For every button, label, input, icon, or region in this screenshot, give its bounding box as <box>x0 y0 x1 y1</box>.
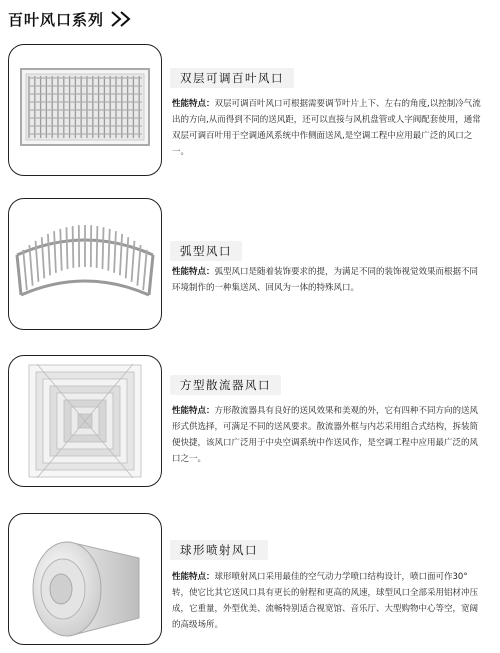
product-description <box>172 264 482 296</box>
feature-text: 方形散流器具有良好的送风效果和美观的外，它有四种不同方向的送风形式供选择，可满足不同的送风要求。散流器外框与内芯采用组合式结构，拆装简便快捷，该风口广泛用于中央空调系统中作送风作，是空调工程中应用最广泛的风口之一。 <box>172 406 478 464</box>
product-name: 双层可调百叶风口 <box>170 68 294 88</box>
product-image-frame <box>8 44 162 176</box>
product-image-frame <box>8 513 162 645</box>
product-image-frame <box>8 355 162 487</box>
product-name: 球形喷射风口 <box>170 540 268 560</box>
product-description <box>172 403 482 467</box>
arc-vent-image <box>9 199 161 329</box>
product-double-louver <box>0 44 500 184</box>
feature-label: 性能特点： <box>172 406 215 416</box>
feature-label: 性能特点： <box>172 99 215 109</box>
product-description <box>172 96 482 160</box>
feature-label: 性能特点： <box>172 267 215 277</box>
product-description <box>172 569 482 633</box>
product-ball-jet <box>0 513 500 653</box>
product-square-diffuser <box>0 355 500 495</box>
feature-text: 弧型风口是随着装饰要求的提，为满足不同的装饰视觉效果而根据不同环境制作的一种集送风、回风为一体的特殊风口。 <box>172 267 478 293</box>
section-header <box>8 6 134 32</box>
feature-text: 双层可调百叶风口可根据需要调节叶片上下、左右的角度,以控制冷气流出的方向,从而得到不同的送风距，还可以直接与风机盘管或人字阀配套使用，通常双层可调百叶用于空调通风系统中作侧面送风,是空调工程中应用最广泛的风口之一。 <box>172 99 481 157</box>
ball-jet-nozzle-image <box>9 514 161 644</box>
product-image-frame <box>8 198 162 330</box>
double-louver-grille-image <box>9 45 161 175</box>
square-diffuser-image <box>9 356 161 486</box>
product-arc-vent <box>0 198 500 338</box>
product-name: 弧型风口 <box>170 241 242 261</box>
double-chevron-right-icon <box>110 10 134 28</box>
feature-text: 球形喷射风口采用最佳的空气动力学喷口结构设计，喷口面可作30°转，使它比其它送风口具有更长的射程和更高的风速，球型风口全部采用铝材冲压成，它重量，外型优美、流畅特别适合视宽馆、音乐厅、大型购物中心等空，宽阔的高级场所。 <box>172 572 478 630</box>
feature-label: 性能特点： <box>172 572 215 582</box>
page-title: 百叶风口系列 <box>8 9 104 30</box>
product-name: 方型散流器风口 <box>170 375 281 395</box>
